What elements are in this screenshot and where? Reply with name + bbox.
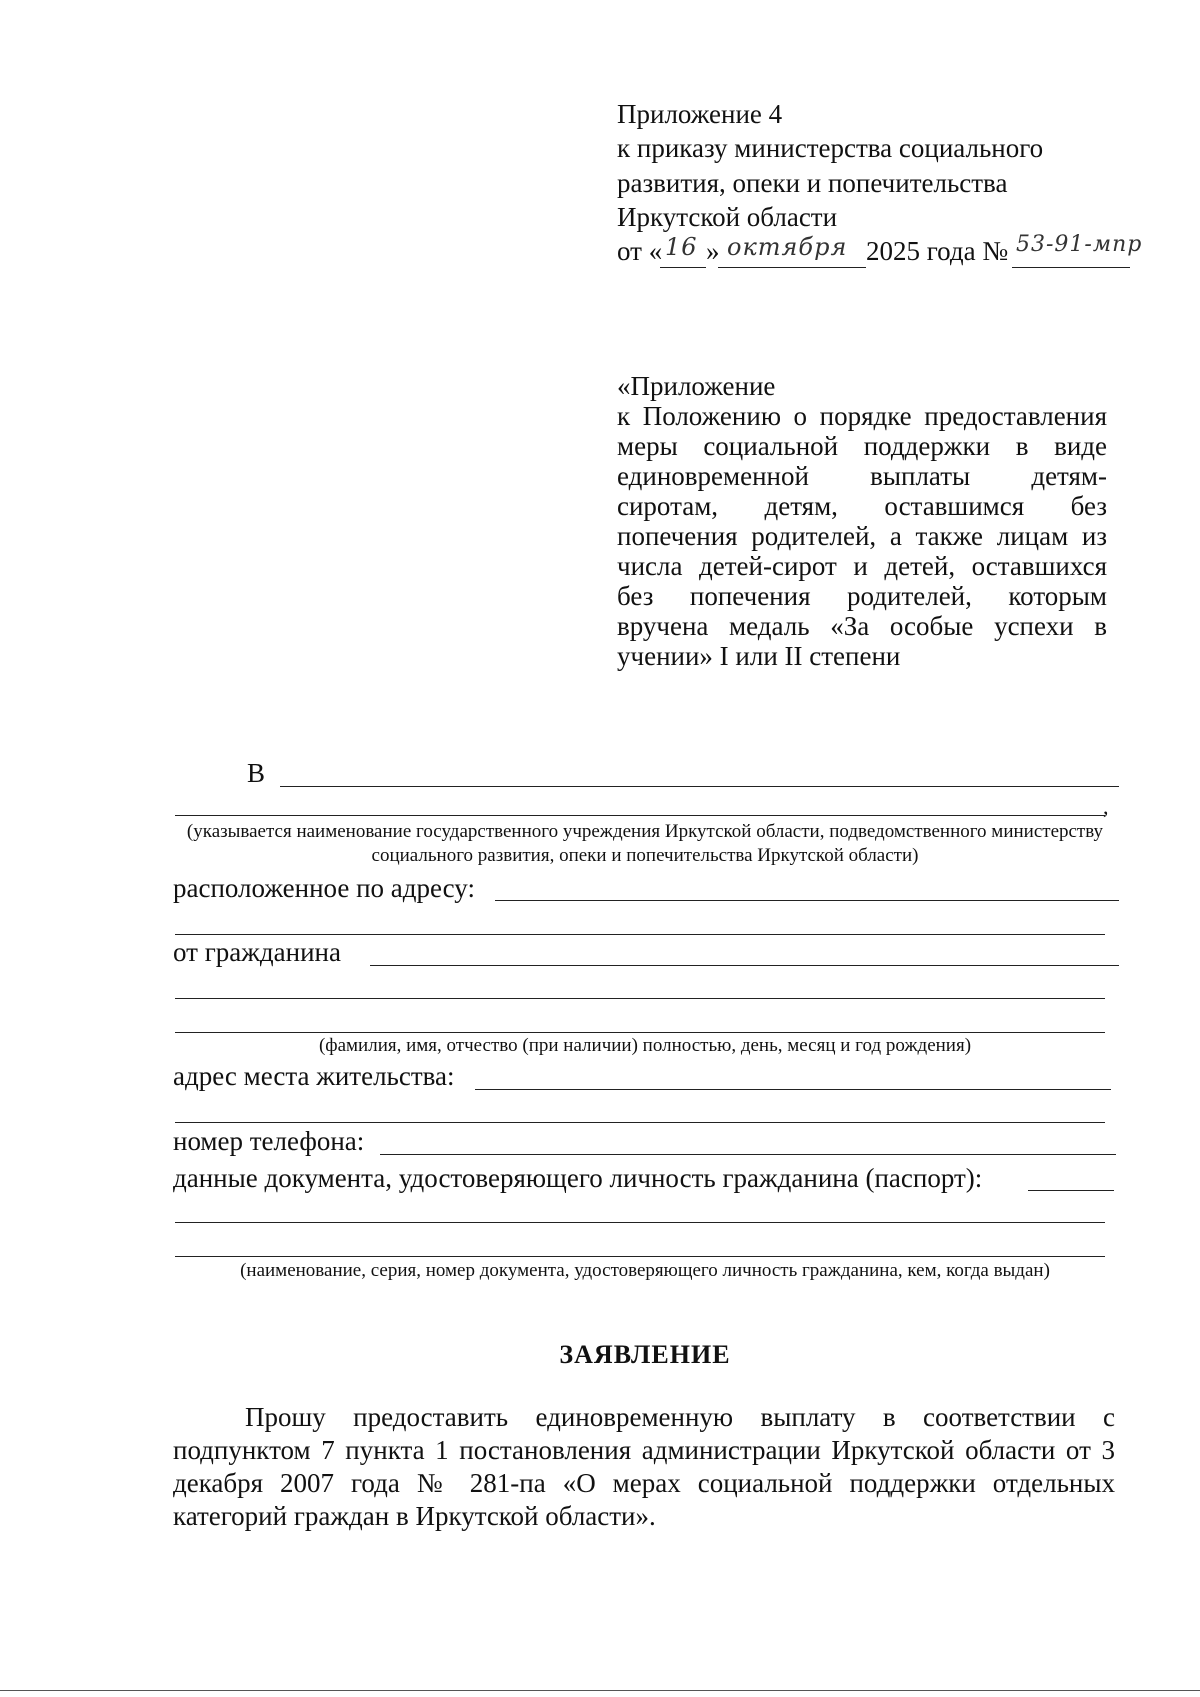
passport-field-line-1[interactable] — [1028, 1190, 1114, 1191]
phone-label: номер телефона: — [173, 1126, 365, 1156]
header-date-year: 2025 года № — [866, 236, 1009, 266]
statement-text: Прошу предоставить единовременную выплату в соответствии с подпунктом 7 пункта 1 постановления администрации Иркутской области от 3 декабря 2007 года № 281-па «О мерах социальной поддержки отдельных категорий граждан в Иркутской области». — [173, 1402, 1115, 1531]
handwritten-day: 16 — [665, 233, 698, 261]
name-note: (фамилия, имя, отчество (при наличии) полностью, день, месяц и год рождения) — [318, 1035, 972, 1056]
scan-edge-line — [0, 1690, 1200, 1691]
institution-field-line-1[interactable] — [280, 786, 1119, 787]
passport-note: (наименование, серия, номер документа, удостоверяющего личность гражданина, кем, когда выдан) — [240, 1260, 1050, 1281]
appendix-line: числа детей-сирот и детей, оставшихся — [617, 551, 1107, 581]
header-date-mid: » — [706, 236, 720, 266]
to-label: В — [247, 758, 266, 788]
phone-field-line[interactable] — [380, 1154, 1116, 1155]
appendix-line: учении» I или II степени — [617, 641, 901, 671]
header-line-3: развития, опеки и попечительства — [617, 168, 1008, 198]
header-date-prefix: от « — [617, 236, 663, 266]
statement-title: ЗАЯВЛЕНИЕ — [559, 1340, 731, 1369]
appendix-line: попечения родителей, а также лицам из — [617, 521, 1107, 551]
header-line-4: Иркутской области — [617, 202, 838, 232]
appendix-line: единовременной выплаты детям- — [617, 461, 1107, 491]
comma: , — [1103, 794, 1109, 819]
day-underline — [660, 267, 706, 268]
residence-field-line-2[interactable] — [175, 1122, 1105, 1123]
appendix-line: «Приложение — [617, 371, 776, 401]
header-line-2: к приказу министерства социального — [617, 133, 1044, 163]
handwritten-month: октября — [727, 233, 848, 261]
appendix-line: меры социальной поддержки в виде — [617, 431, 1107, 461]
name-field-line-3[interactable] — [175, 1032, 1105, 1033]
institution-field-line-2[interactable] — [175, 815, 1105, 816]
residence-field-line-1[interactable] — [475, 1089, 1111, 1090]
address-field-line-2[interactable] — [175, 934, 1105, 935]
from-label: от гражданина — [173, 937, 341, 967]
institution-note: (указывается наименование государственного учреждения Иркутской области, подведомственного министерству социального развития, опеки и попечительства Иркутской области) — [186, 821, 1104, 866]
name-field-line-2[interactable] — [175, 998, 1105, 999]
appendix-line: вручена медаль «За особые успехи в — [617, 611, 1107, 641]
address-field-line-1[interactable] — [495, 900, 1119, 901]
address-label: расположенное по адресу: — [173, 873, 475, 903]
passport-field-line-3[interactable] — [175, 1256, 1105, 1257]
appendix-line: без попечения родителей, которым — [617, 581, 1107, 611]
passport-label: данные документа, удостоверяющего личность гражданина (паспорт): — [173, 1163, 983, 1193]
month-underline — [718, 267, 866, 268]
order-number-underline — [1012, 267, 1130, 268]
passport-field-line-2[interactable] — [175, 1222, 1105, 1223]
residence-label: адрес места жительства: — [173, 1061, 455, 1091]
appendix-line: к Положению о порядке предоставления — [617, 401, 1107, 431]
header-line-1: Приложение 4 — [617, 99, 783, 129]
appendix-line: сиротам, детям, оставшимся без — [617, 491, 1107, 521]
handwritten-order-number: 53-91-мпр — [1016, 232, 1143, 257]
appendix-block — [617, 371, 1107, 671]
name-field-line-1[interactable] — [370, 965, 1119, 966]
